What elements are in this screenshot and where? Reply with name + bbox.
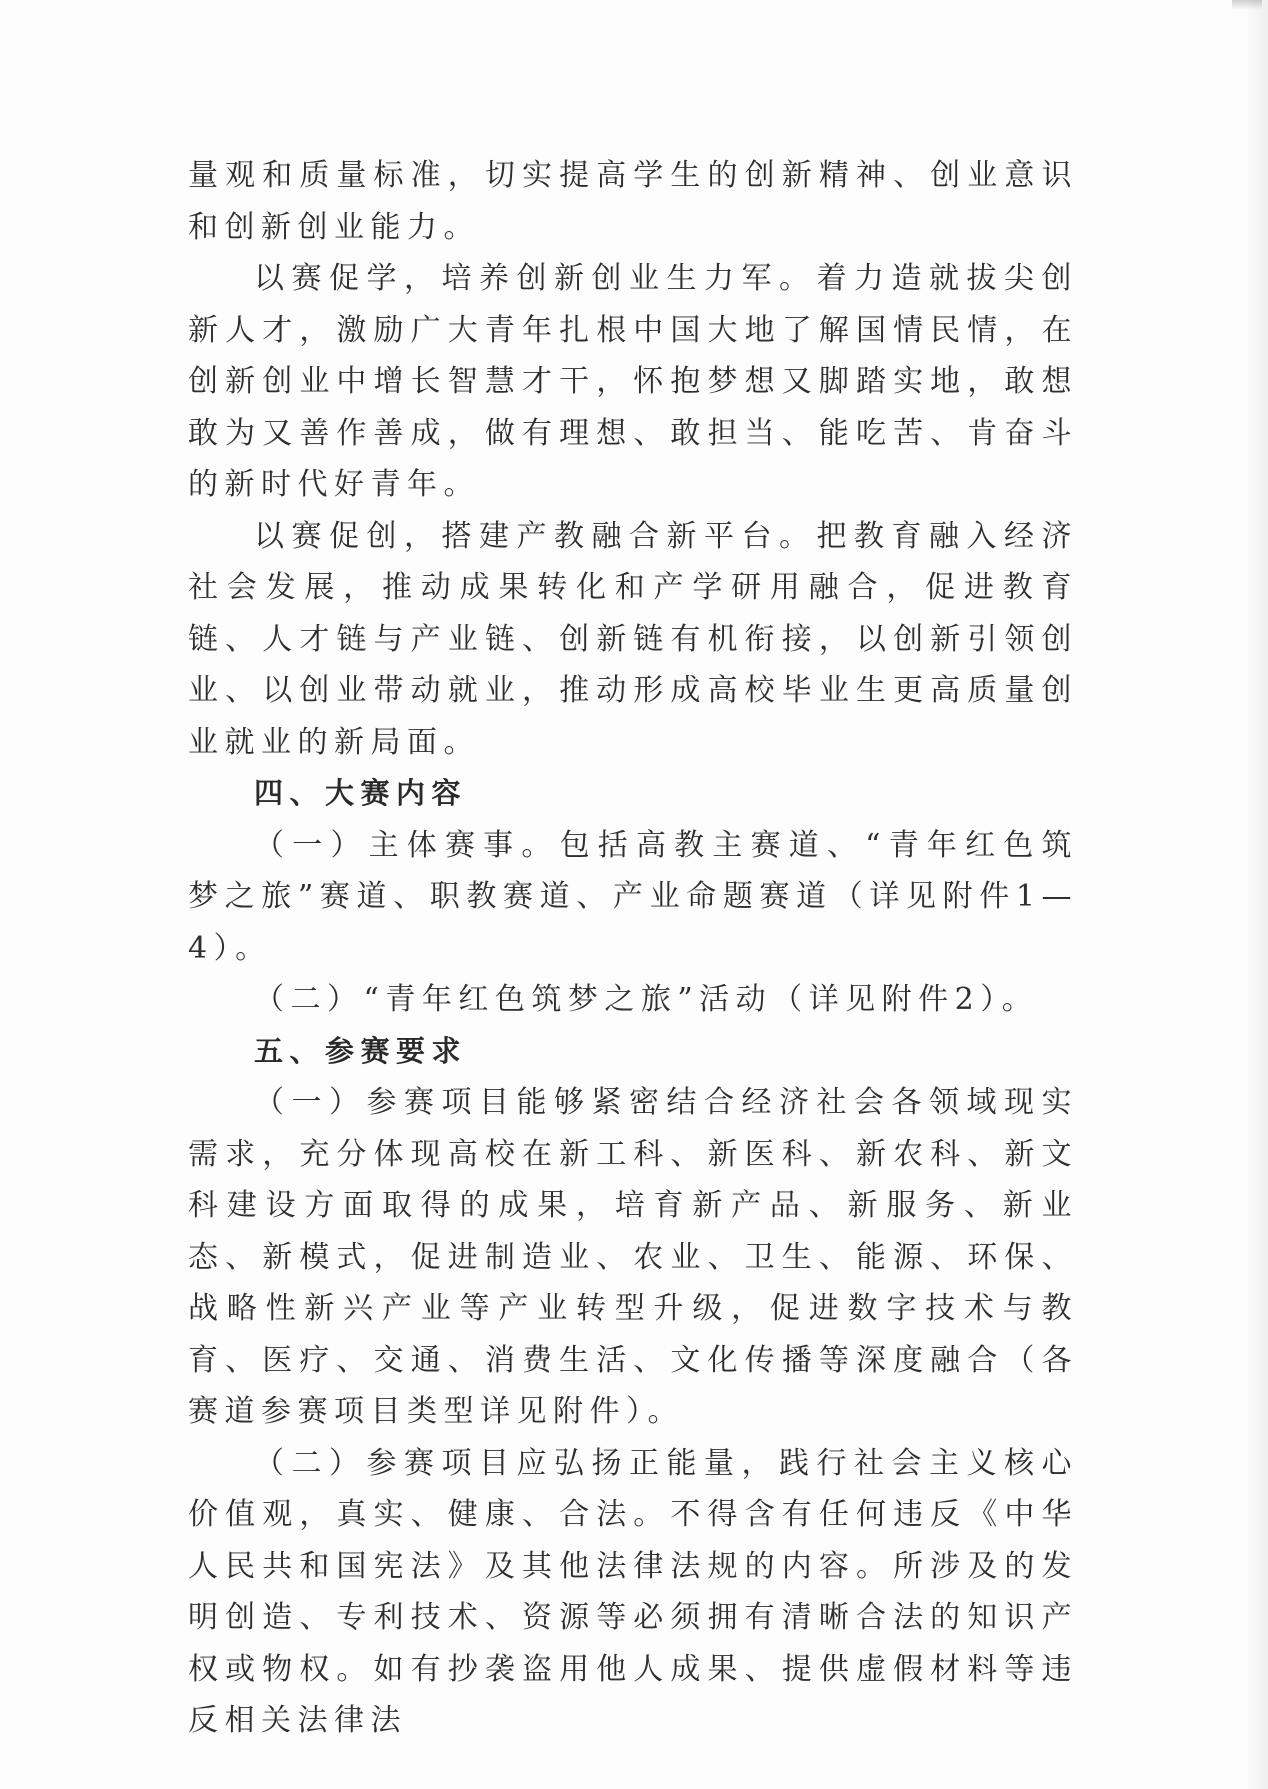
scan-edge-shadow (1246, 0, 1268, 1789)
scan-corner-mark (1232, 0, 1262, 10)
paragraph-continuation: 量观和质量标准，切实提高学生的创新精神、创业意识和创新创业能力。 (188, 158, 1078, 245)
document-body (188, 150, 1078, 1747)
paragraph-promote-innovation: 以赛促创，搭建产教融合新平台。把教育融入经济社会发展，推动成果转化和产学研用融合，促进教育链、人才链与产业链、创新链有机衔接，以创新引领创业、以创业带动就业，推动形成高校毕业生更高质量创业就业的新局面。 (188, 518, 1078, 760)
paragraph-promote-learning: 以赛促学，培养创新创业生力军。着力造就拔尖创新人才，激励广大青年扎根中国大地了解国情民情，在创新创业中增长智慧才干，怀抱梦想又脚踏实地，敢想敢为又善作善成，做有理想、敢担当、能吃苦、肯奋斗的新时代好青年。 (188, 261, 1078, 502)
paragraph-requirement-1: （一）参赛项目能够紧密结合经济社会各领域现实需求，充分体现高校在新工科、新医科、新农科、新文科建设方面取得的成果，培育新产品、新服务、新业态、新模式，促进制造业、农业、卫生、能源、环保、战略性新兴产业等产业转型升级，促进数字技术与教育、医疗、交通、消费生活、文化传播等深度融合（各赛道参赛项目类型详见附件）。 (188, 1085, 1078, 1429)
paragraph-red-dream-activity: （二）“青年红色筑梦之旅”活动（详见附件2）。 (254, 982, 1039, 1017)
paragraph-requirement-2: （二）参赛项目应弘扬正能量，践行社会主义核心价值观，真实、健康、合法。不得含有任何违反《中华人民共和国宪法》及其他法律法规的内容。所涉及的发明创造、专利技术、资源等必须拥有清晰合法的知识产权或物权。如有抄袭盗用他人成果、提供虚假材料等违反相关法律法 (188, 1445, 1078, 1738)
paragraph-main-events: （一）主体赛事。包括高教主赛道、“青年红色筑梦之旅”赛道、职教赛道、产业命题赛道（详见附件1—4）。 (188, 827, 1078, 966)
section-heading-requirements: 五、参赛要求 (254, 1033, 468, 1068)
section-heading-contest-content: 四、大赛内容 (254, 776, 468, 810)
